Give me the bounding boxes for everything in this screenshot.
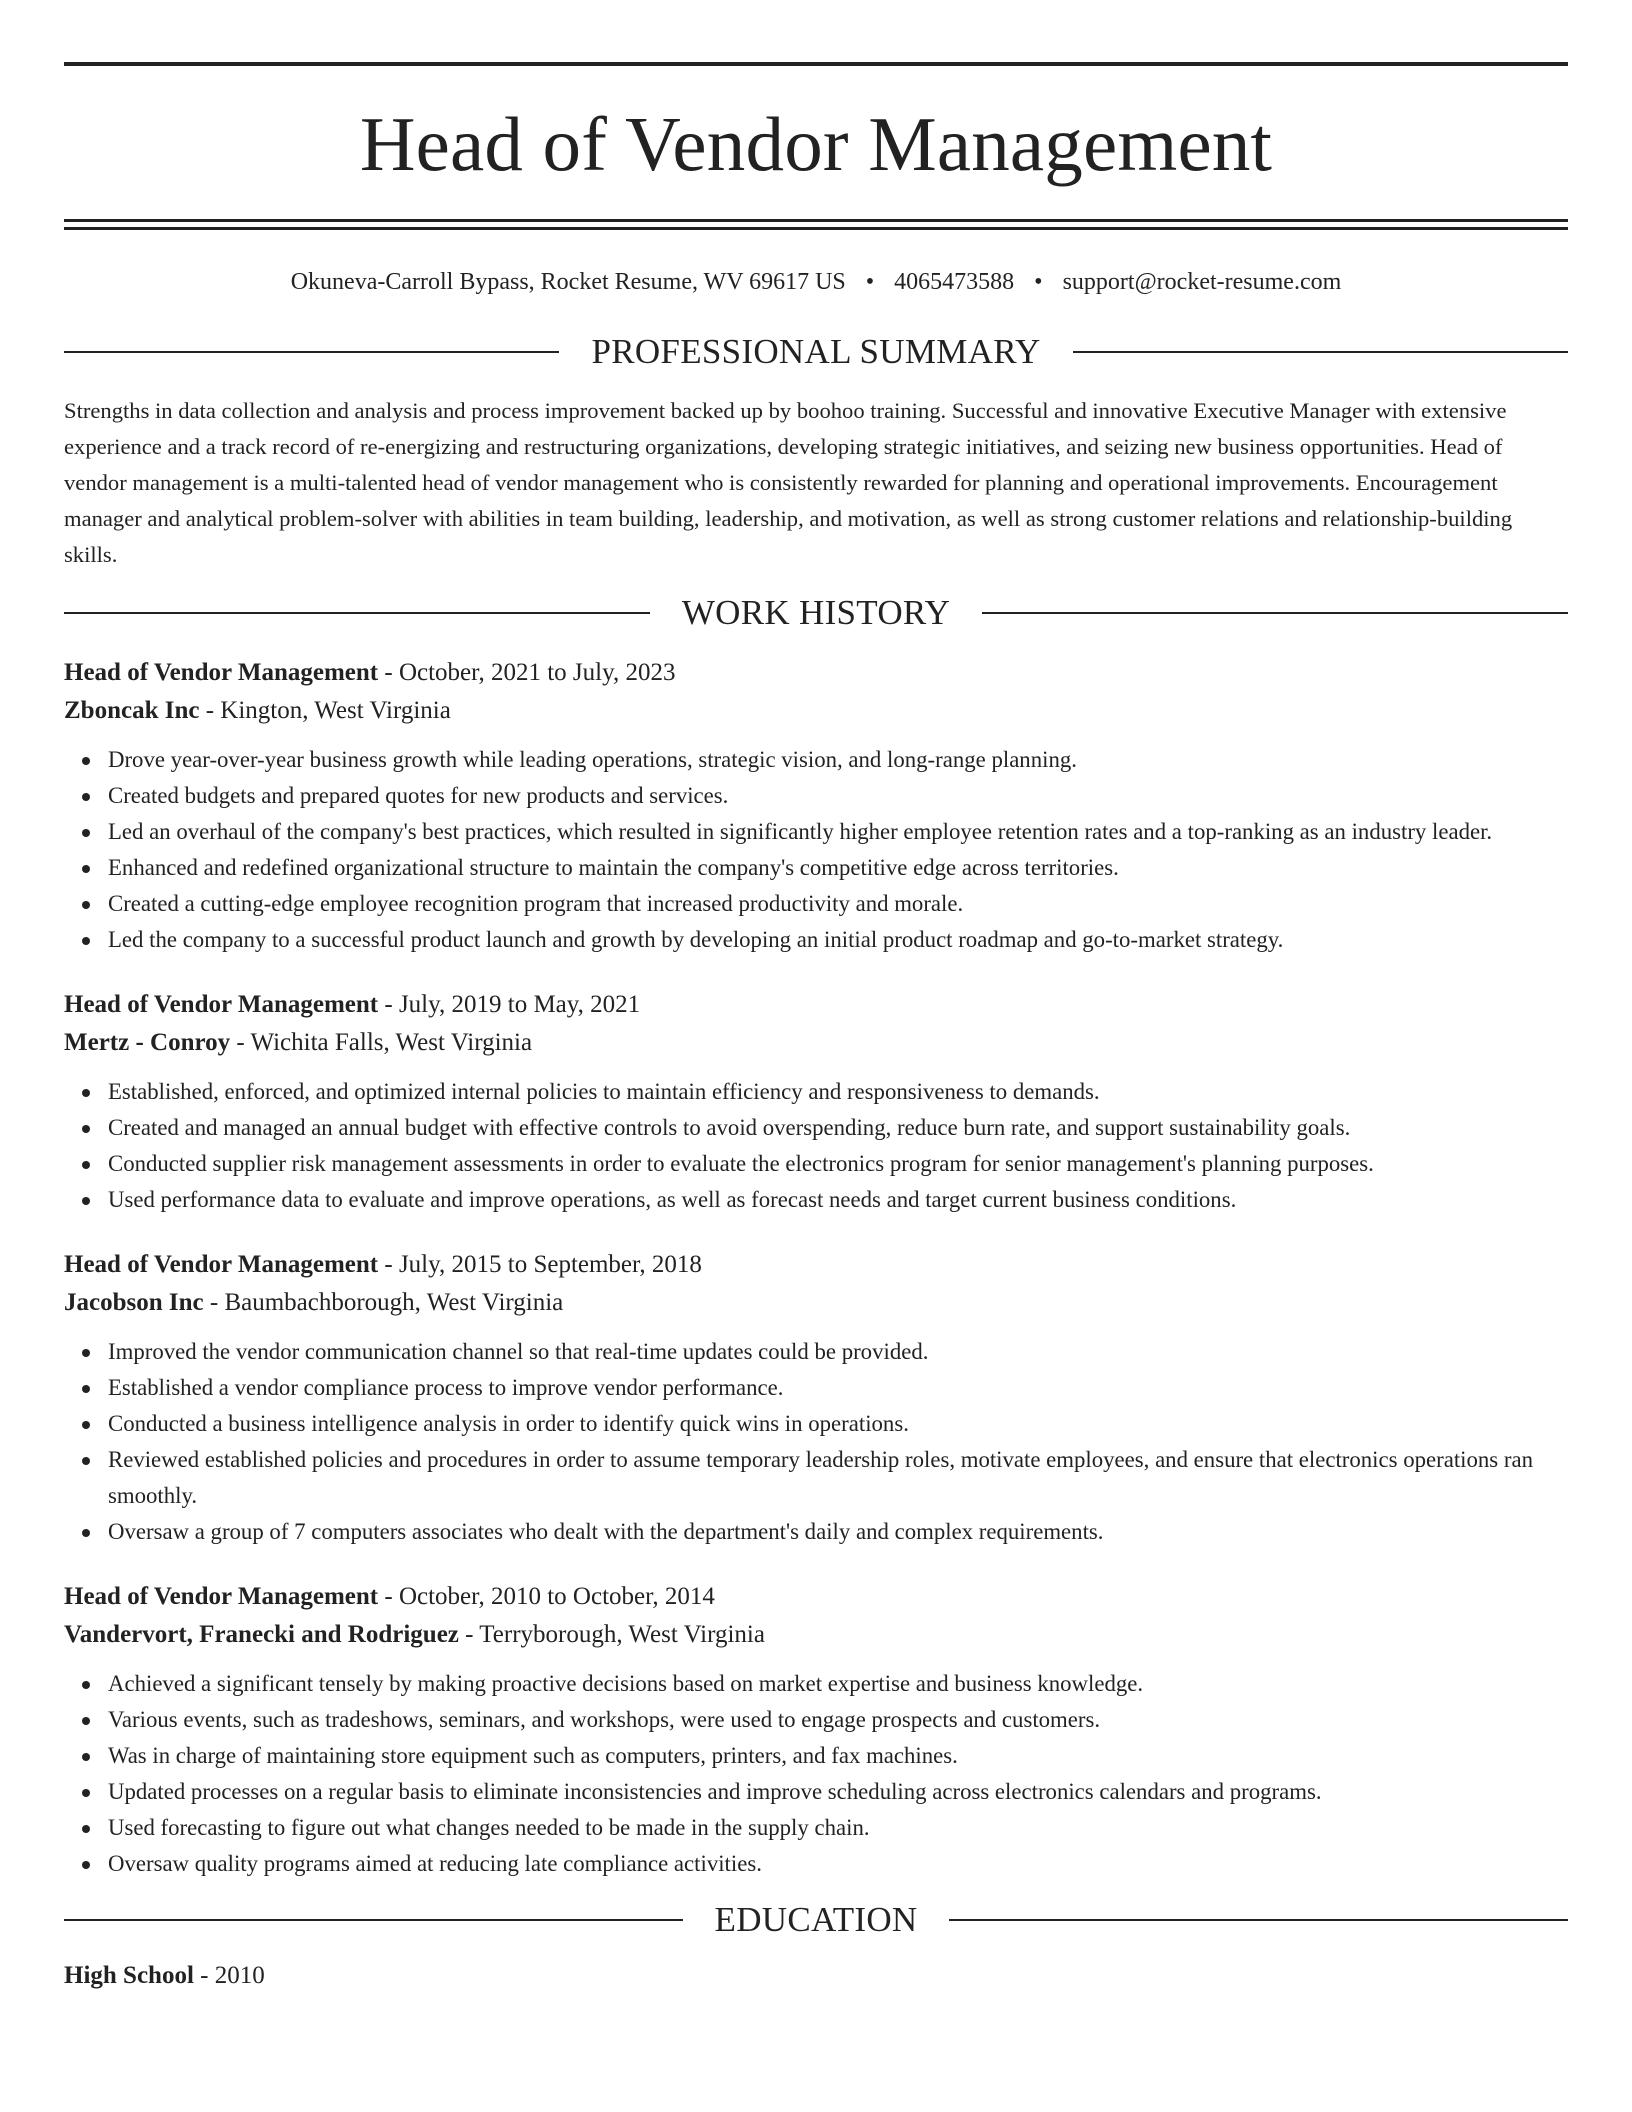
job-bullet: Created budgets and prepared quotes for new products and services. bbox=[108, 778, 1568, 814]
contact-email: support@rocket-resume.com bbox=[1062, 269, 1342, 295]
job-company: Jacobson Inc bbox=[64, 1289, 204, 1316]
job-bullet: Enhanced and redefined organizational structure to maintain the company's competitive edge across territories. bbox=[108, 850, 1568, 886]
contact-separator: • bbox=[865, 269, 875, 295]
job-dates: - October, 2010 to October, 2014 bbox=[378, 1583, 715, 1610]
job-company: Vandervort, Franecki and Rodriguez bbox=[64, 1621, 459, 1648]
summary-section-heading bbox=[64, 334, 1568, 369]
job-company-line bbox=[64, 1284, 1568, 1322]
job-bullet: Created and managed an annual budget with effective controls to avoid overspending, reduce burn rate, and support sustainability goals. bbox=[108, 1110, 1568, 1146]
contact-address: Okuneva-Carroll Bypass, Rocket Resume, WV 69617 US bbox=[290, 269, 846, 295]
job-bullet: Created a cutting-edge employee recognition program that increased productivity and morale. bbox=[108, 886, 1568, 922]
contact-separator: • bbox=[1034, 269, 1043, 295]
resume-title: Head of Vendor Management bbox=[359, 101, 1273, 187]
heading-rule-left bbox=[64, 351, 559, 353]
job-location: - Kington, West Virginia bbox=[199, 697, 451, 724]
education-school: High School bbox=[64, 1962, 194, 1989]
job-location: - Wichita Falls, West Virginia bbox=[230, 1029, 533, 1056]
summary-text: Strengths in data collection and analysis and process improvement backed up by boohoo training. Successful and innovative Executive Manager with extensive experience and a track record of re-energizing and restructuring organizations, developing strategic initiatives, and seizing new business opportunities. Head of vendor management is a multi-talented head of vendor management who is consistently rewarded for planning and operational improvements. Encouragement manager and analytical problem-solver with abilities in team building, leadership, and motivation, as well as strong customer relations and relationship-building skills. bbox=[64, 398, 1513, 567]
education-heading-label: EDUCATION bbox=[714, 1900, 918, 1939]
job-location: - Terryborough, West Virginia bbox=[458, 1621, 765, 1648]
job-bullet: Reviewed established policies and procedures in order to assume temporary leadership roles, motivate employees, and ensure that electronics operations ran smoothly. bbox=[108, 1442, 1568, 1514]
title-double-rule bbox=[64, 219, 1568, 230]
job-bullet: Various events, such as tradeshows, seminars, and workshops, were used to engage prospects and customers. bbox=[108, 1702, 1568, 1738]
education-section-heading bbox=[64, 1902, 1568, 1937]
job-title-line bbox=[64, 1578, 1568, 1616]
job-title: Head of Vendor Management bbox=[64, 991, 379, 1018]
job-title: Head of Vendor Management bbox=[64, 1251, 379, 1278]
job-bullet: Drove year-over-year business growth while leading operations, strategic vision, and long-range planning. bbox=[108, 742, 1568, 778]
job-title: Head of Vendor Management bbox=[64, 659, 379, 686]
heading-rule-right bbox=[949, 1919, 1568, 1921]
job-bullet: Oversaw a group of 7 computers associates who dealt with the department's daily and complex requirements. bbox=[108, 1514, 1568, 1550]
job-bullet: Was in charge of maintaining store equipment such as computers, printers, and fax machines. bbox=[108, 1738, 1568, 1774]
work-section-heading bbox=[64, 595, 1568, 630]
job-entry bbox=[64, 1246, 1568, 1550]
heading-rule-right bbox=[1073, 351, 1568, 353]
education-year: - 2010 bbox=[193, 1962, 265, 1989]
job-company-line bbox=[64, 1024, 1568, 1062]
job-dates: - July, 2015 to September, 2018 bbox=[378, 1251, 702, 1278]
job-company-line bbox=[64, 1616, 1568, 1654]
job-bullet: Led an overhaul of the company's best practices, which resulted in significantly higher employee retention rates and a top-ranking as an industry leader. bbox=[108, 814, 1568, 850]
job-title-line bbox=[64, 654, 1568, 692]
job-bullet: Improved the vendor communication channel so that real-time updates could be provided. bbox=[108, 1334, 1568, 1370]
top-rule bbox=[64, 62, 1568, 66]
job-bullet: Established, enforced, and optimized internal policies to maintain efficiency and responsiveness to demands. bbox=[108, 1074, 1568, 1110]
job-bullet: Updated processes on a regular basis to eliminate inconsistencies and improve scheduling across electronics calendars and programs. bbox=[108, 1774, 1568, 1810]
job-bullet: Led the company to a successful product launch and growth by developing an initial product roadmap and go-to-market strategy. bbox=[108, 922, 1568, 958]
job-bullet: Oversaw quality programs aimed at reducing late compliance activities. bbox=[108, 1846, 1568, 1882]
job-company: Mertz - Conroy bbox=[64, 1029, 231, 1056]
heading-rule-right bbox=[982, 612, 1568, 614]
heading-rule-left bbox=[64, 612, 650, 614]
job-title-line bbox=[64, 1246, 1568, 1284]
job-entry bbox=[64, 654, 1568, 958]
job-entry bbox=[64, 1578, 1568, 1882]
job-bullet: Conducted supplier risk management assessments in order to evaluate the electronics program for senior management's planning purposes. bbox=[108, 1146, 1568, 1182]
job-bullets bbox=[64, 1334, 1568, 1550]
job-title-line bbox=[64, 986, 1568, 1024]
heading-rule-left bbox=[64, 1919, 683, 1921]
summary-heading-label: PROFESSIONAL SUMMARY bbox=[591, 332, 1041, 371]
contact-phone: 4065473588 bbox=[894, 269, 1015, 295]
work-heading-label: WORK HISTORY bbox=[681, 593, 951, 632]
job-bullets bbox=[64, 1666, 1568, 1882]
job-location: - Baumbachborough, West Virginia bbox=[203, 1289, 564, 1316]
job-company-line bbox=[64, 692, 1568, 730]
job-bullet: Used forecasting to figure out what changes needed to be made in the supply chain. bbox=[108, 1810, 1568, 1846]
job-bullets bbox=[64, 742, 1568, 958]
job-bullet: Achieved a significant tensely by making proactive decisions based on market expertise and business knowledge. bbox=[108, 1666, 1568, 1702]
job-company: Zboncak Inc bbox=[64, 697, 200, 724]
contact-line bbox=[64, 270, 1568, 294]
job-bullet: Used performance data to evaluate and improve operations, as well as forecast needs and target current business conditions. bbox=[108, 1182, 1568, 1218]
job-entry bbox=[64, 986, 1568, 1218]
job-bullet: Conducted a business intelligence analysis in order to identify quick wins in operations. bbox=[108, 1406, 1568, 1442]
job-title: Head of Vendor Management bbox=[64, 1583, 379, 1610]
job-dates: - July, 2019 to May, 2021 bbox=[378, 991, 641, 1018]
job-bullets bbox=[64, 1074, 1568, 1218]
education-entry bbox=[64, 1957, 1568, 1995]
job-bullet: Established a vendor compliance process to improve vendor performance. bbox=[108, 1370, 1568, 1406]
job-dates: - October, 2021 to July, 2023 bbox=[378, 659, 676, 686]
